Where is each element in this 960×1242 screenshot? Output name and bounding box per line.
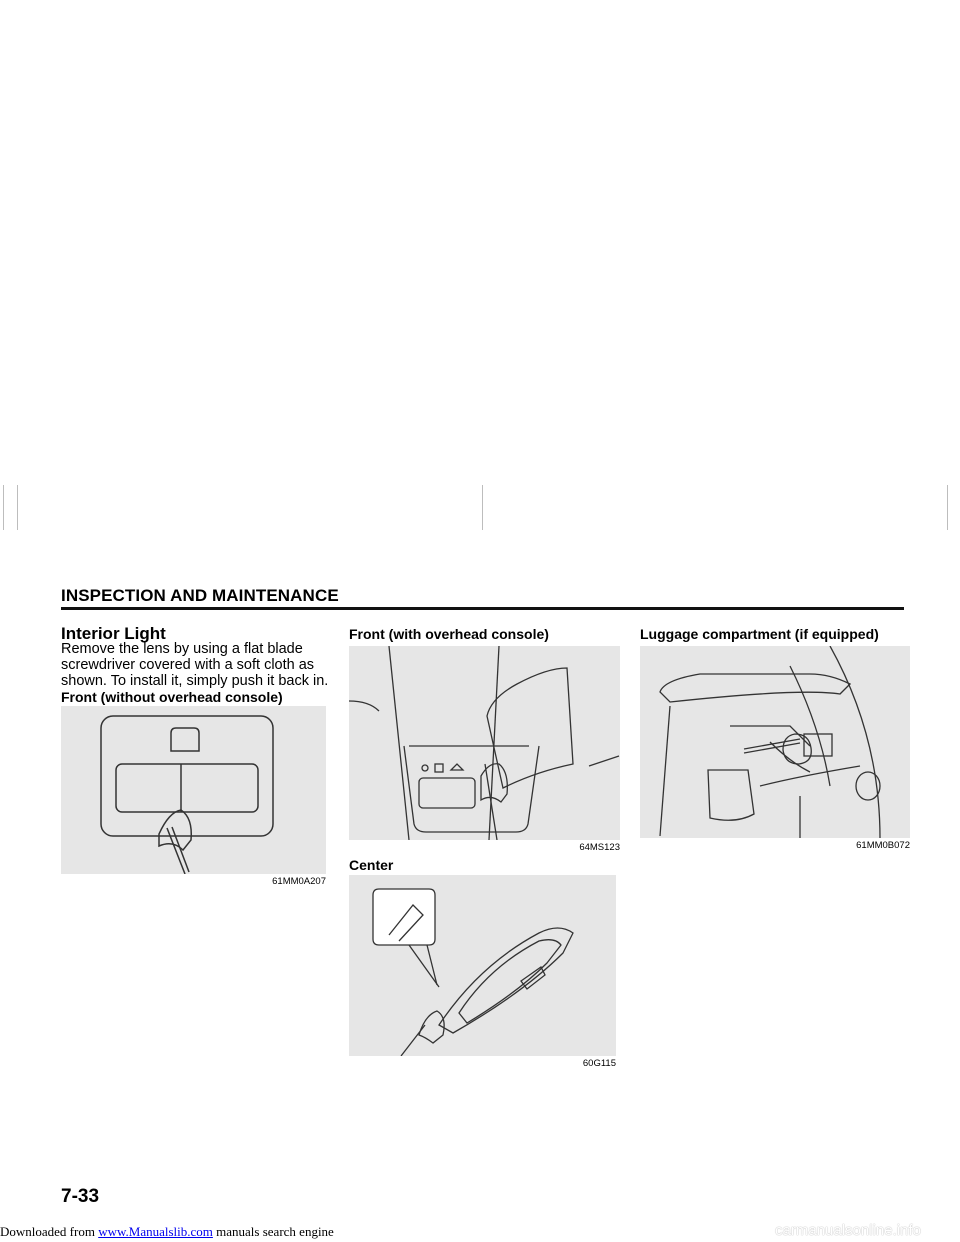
manualslib-link[interactable]: www.Manualslib.com [98, 1224, 213, 1239]
crop-mark [3, 485, 4, 530]
figure-code: 60G115 [582, 1058, 616, 1069]
figure-caption: Center [349, 857, 394, 873]
figure-caption: Front (without overhead console) [61, 689, 283, 705]
header-rule [61, 607, 904, 610]
paragraph-line: screwdriver covered with a soft cloth as [61, 657, 315, 673]
center-light-illustration [349, 875, 616, 1056]
paragraph-line: Remove the lens by using a flat blade [61, 641, 303, 657]
footer-prefix: Downloaded from [0, 1224, 99, 1239]
watermark: carmanualsonline.info [775, 1222, 921, 1239]
paragraph-line: shown. To install it, simply push it back in. [61, 673, 329, 689]
luggage-light-illustration [640, 646, 910, 838]
section-title: INSPECTION AND MAINTENANCE [61, 586, 339, 605]
figure-front-with-console [349, 646, 620, 840]
figure-luggage-compartment [640, 646, 910, 838]
figure-code: 64MS123 [579, 842, 620, 853]
crop-mark [482, 485, 483, 530]
page-number: 7-33 [61, 1186, 100, 1207]
download-footer [0, 1224, 334, 1240]
figure-center [349, 875, 616, 1056]
figure-caption: Luggage compartment (if equipped) [640, 626, 879, 642]
overhead-console-illustration [349, 646, 620, 840]
crop-mark [17, 485, 18, 530]
figure-code: 61MM0B072 [856, 840, 910, 851]
body-paragraph [61, 641, 341, 689]
figure-front-without-console [61, 706, 326, 874]
figure-caption: Front (with overhead console) [349, 626, 549, 642]
figure-code: 61MM0A207 [272, 876, 326, 887]
footer-suffix: manuals search engine [212, 1224, 334, 1239]
section-heading: Interior Light [61, 624, 166, 643]
crop-mark [947, 485, 948, 530]
dome-light-illustration [61, 706, 326, 874]
